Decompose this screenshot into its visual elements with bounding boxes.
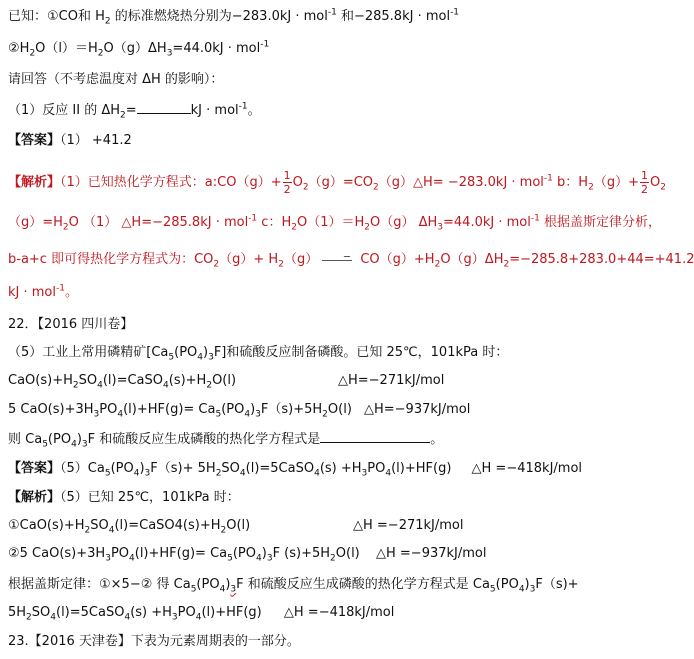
text: （g）+ H (219, 252, 279, 267)
sub: 3 (361, 468, 368, 479)
sub: 2 (434, 259, 441, 270)
sub: 3 (93, 409, 100, 420)
text: O （1） △H=−285.8kJ · mol (68, 215, 249, 230)
delta-h-1: △H =−271kJ/mol (353, 518, 464, 533)
text: ) (139, 461, 145, 476)
sub: 4 (385, 468, 392, 479)
text: (l)+HF(g)= Ca (123, 402, 216, 417)
sub: 2 (322, 409, 328, 420)
sub: 4 (71, 439, 77, 450)
text: (PO (232, 546, 257, 561)
sub: 3 (105, 553, 111, 564)
sub: 3 (266, 553, 273, 564)
text: (PO (174, 345, 198, 360)
text: (l)+HF(g) (391, 461, 452, 476)
sub: 4 (133, 468, 140, 479)
text: O(l) (327, 402, 352, 417)
sup: -1 (260, 39, 270, 50)
analysis-22-eq-1 (8, 517, 636, 535)
equation-2 (8, 401, 636, 419)
sub: 2 (660, 182, 666, 193)
text: ②5 CaO(s)+3H (8, 546, 106, 561)
text: F（s)+ 5H (150, 461, 216, 476)
text: （g） (283, 252, 319, 267)
answer-22 (8, 460, 636, 478)
analysis-22-heading (8, 489, 636, 507)
sub: 3 (166, 48, 173, 59)
analysis-line-2 (8, 213, 661, 233)
sub: 4 (129, 553, 135, 564)
sub: 2 (278, 259, 284, 270)
text: 则 Ca (8, 432, 43, 447)
text: (s) +H (130, 605, 172, 620)
delta-h: △H =−418kJ/mol (471, 461, 583, 476)
sub: 4 (314, 468, 320, 479)
text: (s) +H (319, 461, 362, 476)
text: ②H (8, 41, 30, 56)
text: O(l) (335, 546, 360, 561)
sup: -1 (543, 173, 553, 184)
sub: 5 (215, 409, 222, 420)
text: F]和硫酸反应制备磷酸。已知 25℃，101kPa 时： (213, 345, 509, 360)
sub: 4 (244, 409, 251, 420)
text: kJ · mol (8, 285, 56, 300)
sub: 5 (42, 439, 48, 450)
sub: 3 (208, 352, 214, 363)
sub: 4 (219, 584, 226, 595)
analysis-label: 【解析】 (8, 175, 61, 190)
text: = (125, 103, 137, 118)
text: c：H (257, 215, 292, 230)
text: F（s)+ (535, 577, 579, 592)
sub: 2 (291, 222, 297, 233)
sup: -1 (450, 7, 460, 18)
sub: 4 (256, 553, 262, 564)
sub: 5 (489, 584, 496, 595)
text: (l)+HF(g)= Ca (134, 546, 228, 561)
text: O(l) (226, 518, 251, 533)
text: =−285.8+283.0+44=+41.2 (509, 252, 694, 267)
sub: 4 (163, 380, 169, 391)
analysis-line-4 (8, 284, 636, 302)
text: （g）+ (593, 175, 639, 190)
sup: -1 (238, 101, 248, 112)
sub: 2 (220, 525, 227, 536)
text: O（l）＝H (35, 41, 98, 56)
sub: 2 (26, 612, 32, 623)
text: =44.0kJ · mol (172, 41, 261, 56)
text: O(l) (212, 373, 237, 388)
sub: 5 (104, 468, 111, 479)
sub: 3 (255, 409, 261, 420)
delta-h: △H =−418kJ/mol (283, 605, 395, 620)
text: 和−285.8kJ · mol (336, 9, 451, 24)
text: 5 CaO(s)+3H (8, 402, 94, 417)
text: (PO (495, 577, 519, 592)
sub: 4 (117, 409, 124, 420)
sub: 2 (206, 380, 213, 391)
sup: -1 (56, 283, 65, 294)
text: (l)=CaSO4(s)+H (114, 518, 221, 533)
text: ) (250, 402, 256, 417)
sup: -1 (530, 213, 540, 224)
sub: 4 (518, 584, 525, 595)
answer-1 (8, 132, 636, 150)
sub: 2 (97, 48, 104, 59)
text: =44.0kJ · mol (443, 215, 531, 230)
sub: 2 (84, 525, 91, 536)
question-1 (8, 101, 636, 120)
text: 的标准燃烧热分别为−283.0kJ · mol (110, 9, 328, 24)
text: PO (177, 605, 196, 620)
sub: 4 (108, 525, 115, 536)
text: ) (76, 432, 82, 447)
text: （5）Ca (60, 461, 105, 476)
answer-blank (320, 430, 430, 443)
sub: 4 (195, 612, 202, 623)
answer-label: 【答案】 (8, 133, 61, 148)
sub: 3 (81, 439, 88, 450)
text: （g）△H= −283.0kJ · mol (378, 175, 544, 190)
text: SO (31, 605, 51, 620)
text: O (292, 175, 303, 190)
text: F（s)+5H (260, 402, 323, 417)
analysis-line-1 (8, 169, 666, 196)
question-prompt: 请回答（不考虑温度对 ΔH 的影响）： (8, 72, 224, 87)
sub: 4 (239, 468, 246, 479)
sub: 5 (190, 584, 197, 595)
equation-1 (8, 372, 636, 390)
text: （5）已知 25℃，101kPa 时： (60, 490, 240, 505)
sub: 2 (364, 222, 370, 233)
text: 5H (8, 605, 27, 620)
sub: 2 (373, 182, 379, 193)
text: ①CaO(s)+H (8, 518, 85, 533)
problem-22-question (8, 344, 636, 362)
sub: 4 (124, 612, 131, 623)
text: F 和硫酸反应生成磷酸的热化学方程式是 Ca (236, 577, 490, 592)
text: b：H (552, 175, 589, 190)
text: 。 (64, 285, 78, 300)
text: （5）工业上常用磷精矿[Ca (8, 345, 169, 360)
sub: 2 (213, 259, 220, 270)
sup: -1 (327, 7, 337, 18)
text: 根据盖斯定律分析， (539, 215, 661, 230)
denominator: 2 (640, 183, 648, 196)
text: （1）已知热化学方程式：a:CO（g）+ (60, 175, 282, 190)
analysis-line-3 (8, 251, 694, 270)
text: F (s)+5H (272, 546, 331, 561)
text: （g）=CO (308, 175, 374, 190)
text: O（1）＝H (296, 215, 365, 230)
text: ) (524, 577, 530, 592)
text: (l)+HF(g) (201, 605, 262, 620)
fraction-one-half (283, 170, 292, 195)
sub: 2 (120, 110, 126, 121)
problem-22-heading: 22．【2016 四川卷】 (8, 317, 134, 332)
analysis-22-result (8, 604, 636, 622)
analysis-22-conclusion (8, 576, 636, 594)
text: 已知：①CO和 H (8, 9, 105, 24)
text: SO (221, 461, 240, 476)
text: PO (110, 546, 130, 561)
sup: -1 (248, 213, 258, 224)
text: （1） +41.2 (60, 133, 132, 148)
text: O（g）ΔH (103, 41, 167, 56)
text: ) (225, 577, 231, 592)
text: (l)=5CaSO (56, 605, 125, 620)
denominator: 2 (283, 183, 291, 196)
text: (s)+H (168, 373, 207, 388)
delta-h-1: △H=−271kJ/mol (338, 373, 445, 388)
sub: 2 (104, 16, 111, 27)
text: (PO (47, 432, 72, 447)
text: PO (367, 461, 386, 476)
sub: 2 (330, 553, 336, 564)
problem-23-heading: 23.【2016 天津卷】下表为元素周期表的一部分。 (8, 634, 300, 649)
sub: 3 (230, 584, 237, 595)
text: 。 (247, 103, 261, 118)
text: kJ · mol (190, 103, 239, 118)
sub: 2 (215, 468, 222, 479)
analysis-label: 【解析】 (8, 490, 61, 505)
sub: 2 (72, 380, 79, 391)
analysis-22-eq-2 (8, 545, 636, 563)
text: ) (203, 345, 209, 360)
problem-22-blank-question (8, 430, 636, 449)
text: (PO (196, 577, 220, 592)
fraction-one-half (640, 170, 649, 195)
sub: 3 (437, 222, 444, 233)
text: O（g）ΔH (440, 252, 504, 267)
text: 根据盖斯定律：①×5−② 得 Ca (8, 577, 191, 592)
text: PO (99, 402, 118, 417)
text: O（g） ΔH (369, 215, 438, 230)
text: (l)=5CaSO (245, 461, 315, 476)
text: 。 (430, 432, 444, 447)
sub: 3 (144, 468, 151, 479)
delta-h-2: △H=−937kJ/mol (364, 402, 471, 417)
sub: 3 (529, 584, 536, 595)
sub: 2 (62, 222, 69, 233)
reversible-arrow-icon (322, 255, 352, 265)
text: ) (261, 546, 267, 561)
text: CO（g）+H (356, 252, 435, 267)
text: (PO (221, 402, 245, 417)
sub: 5 (227, 553, 233, 564)
text: （g）=H (8, 215, 63, 230)
sub: 2 (503, 259, 510, 270)
text: b-a+c 即可得热化学方程式为：CO (8, 252, 214, 267)
text: O (649, 175, 661, 190)
text: SO (78, 373, 98, 388)
sub: 5 (168, 352, 175, 363)
given-data-line-2 (8, 40, 636, 58)
sub: 3 (171, 612, 178, 623)
sub: 4 (97, 380, 103, 391)
text: CaO(s)+H (8, 373, 73, 388)
sub: 4 (197, 352, 204, 363)
answer-label: 【答案】 (8, 461, 61, 476)
sub: 2 (588, 182, 594, 193)
sub: 4 (50, 612, 56, 623)
numerator: 1 (283, 169, 291, 182)
given-data-line-1 (8, 8, 636, 26)
text: (l)=CaSO (102, 373, 164, 388)
text: (PO (110, 461, 134, 476)
numerator: 1 (640, 169, 648, 182)
answer-blank (137, 101, 191, 114)
sub: 2 (29, 48, 36, 59)
text: （1）反应 II 的 ΔH (8, 103, 121, 118)
delta-h-2: △H =−937kJ/mol (376, 546, 487, 561)
sub: 2 (302, 182, 309, 193)
text: F 和硫酸反应生成磷酸的热化学方程式是 (87, 432, 321, 447)
text: SO (90, 518, 109, 533)
